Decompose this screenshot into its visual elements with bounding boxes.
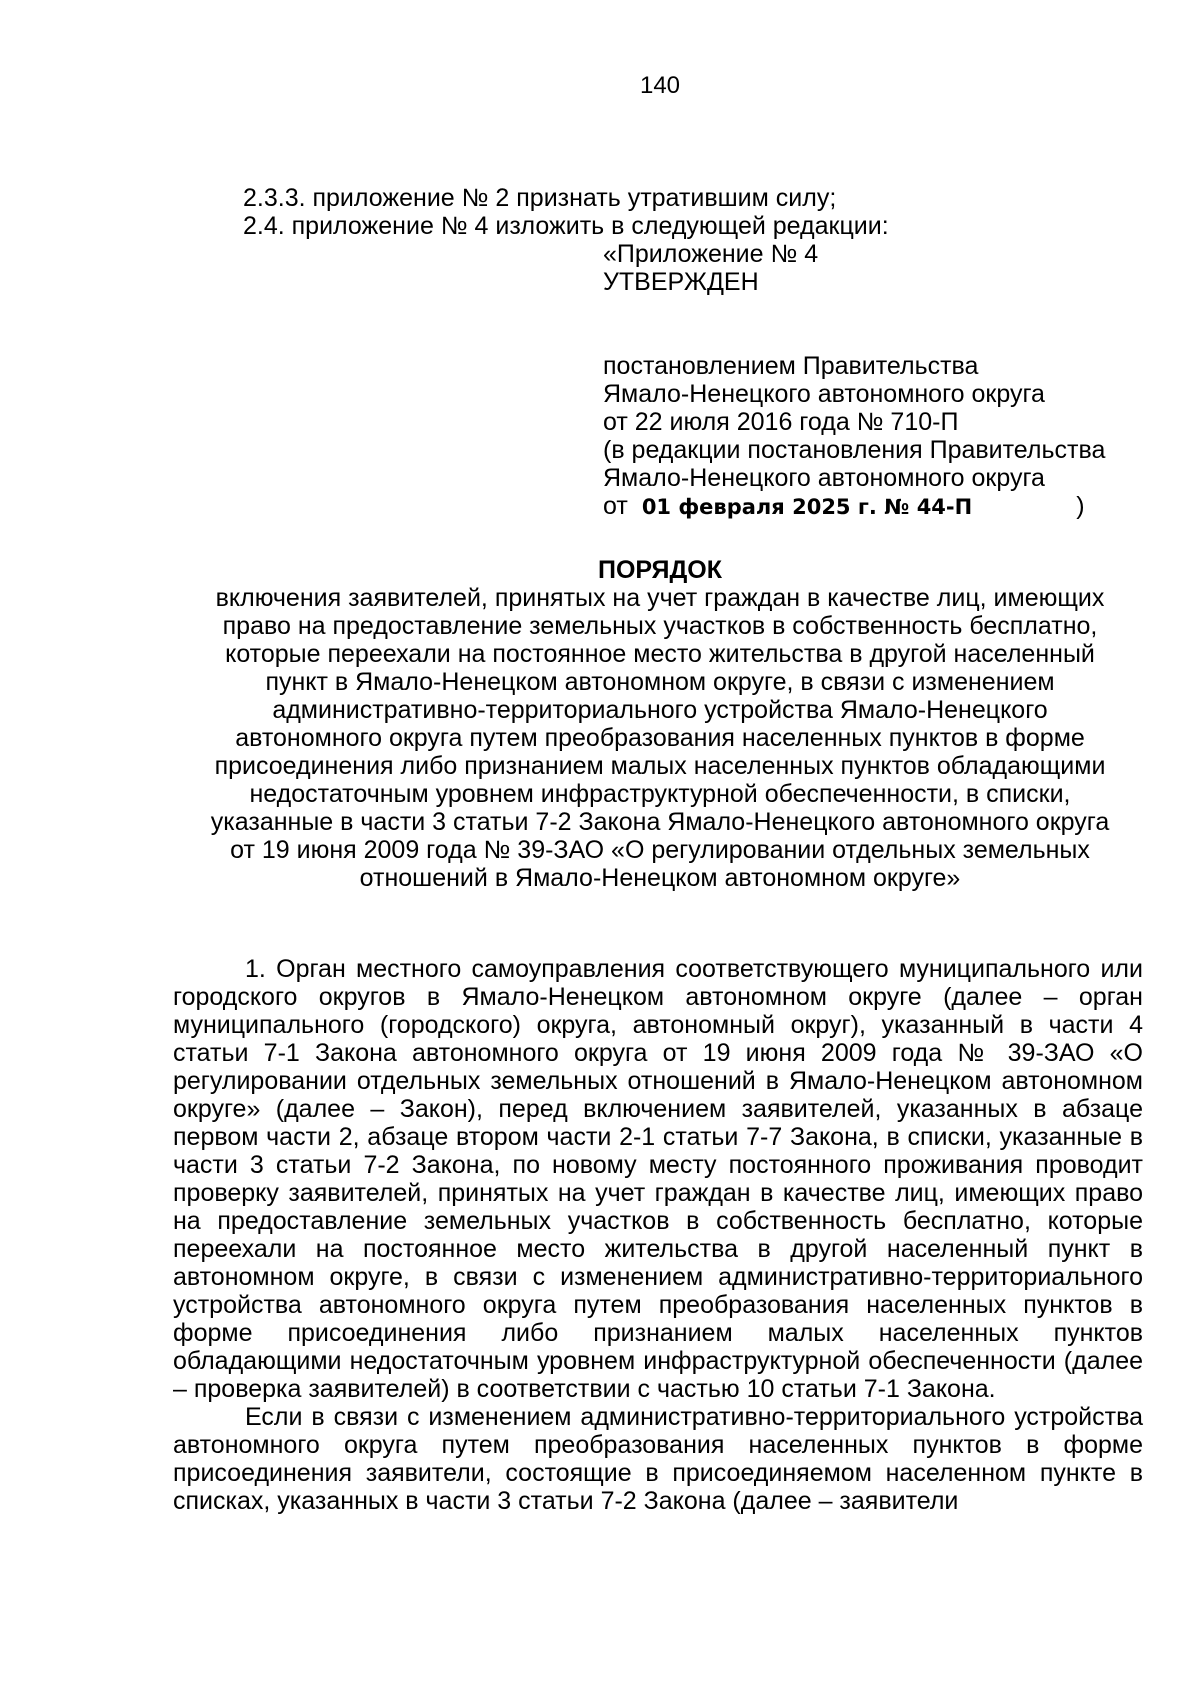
- amendment-item: 2.4. приложение № 4 изложить в следующей редакции:: [243, 212, 889, 240]
- stamp-line: от 22 июля 2016 года № 710-П: [603, 408, 959, 436]
- approval-stamp: [603, 240, 1163, 521]
- subtitle-line: пункт в Ямало-Ненецком автономном округе, в связи с изменением: [265, 668, 1055, 696]
- subtitle-line: право на предоставление земельных участков в собственность бесплатно,: [222, 612, 1098, 640]
- amendment-date: 01 февраля 2025 г. № 44-П: [641, 495, 973, 519]
- stamp-line: постановлением Правительства: [603, 352, 979, 380]
- amendment-item: 2.3.3. приложение № 2 признать утратившим силу;: [243, 184, 837, 212]
- amendment-date-line: [603, 492, 1163, 521]
- appendix-label: «Приложение № 4: [603, 240, 819, 268]
- stamp-line: Ямало-Ненецкого автономного округа: [603, 380, 1045, 408]
- subtitle-line: административно-территориального устройства Ямало-Ненецкого: [272, 696, 1048, 724]
- document-body: [173, 955, 1143, 1515]
- amendment-list: [243, 184, 1143, 240]
- stamp-line: Ямало-Ненецкого автономного округа: [603, 464, 1045, 492]
- document-subtitle: [180, 584, 1140, 892]
- subtitle-line: присоединения либо признанием малых населенных пунктов обладающими: [214, 752, 1106, 780]
- approved-label: УТВЕРЖДЕН: [603, 268, 759, 296]
- date-prefix: от: [603, 492, 628, 520]
- stamp-line: (в редакции постановления Правительства: [603, 436, 1106, 464]
- subtitle-line: включения заявителей, принятых на учет граждан в качестве лиц, имеющих: [215, 584, 1105, 612]
- subtitle-line: указанные в части 3 статьи 7-2 Закона Ямало-Ненецкого автономного округа: [210, 808, 1110, 836]
- subtitle-line: автономного округа путем преобразования населенных пунктов в форме: [235, 724, 1085, 752]
- date-suffix: ): [1076, 492, 1085, 520]
- subtitle-line: которые переехали на постоянное место жительства в другой населенный: [225, 640, 1095, 668]
- subtitle-line: отношений в Ямало-Ненецком автономном округе»: [359, 864, 961, 892]
- stamp-spacer: [603, 296, 1163, 352]
- page-number: 140: [639, 72, 681, 99]
- subtitle-line: от 19 июня 2009 года № 39-ЗАО «О регулировании отдельных земельных: [230, 836, 1090, 864]
- subtitle-line: недостаточным уровнем инфраструктурной обеспеченности, в списки,: [249, 780, 1071, 808]
- document-title: ПОРЯДОК: [598, 556, 722, 584]
- body-paragraph: Если в связи с изменением административно-территориального устройства автономного округа путем преобразования населенных пунктов в форме присоединения заявители, состоящие в присоединяемом населенном пункте в списках, указанных в части 3 статьи 7-2 Закона (далее – заявители: [173, 1403, 1143, 1515]
- body-paragraph: 1. Орган местного самоуправления соответствующего муниципального или городского округов в Ямало-Ненецком автономном округе (далее – орган муниципального (городского) округа, автономный округ), указанный в части 4 статьи 7-1 Закона автономного округа от 19 июня 2009 года № 39-ЗАО «О регулировании отдельных земельных отношений в Ямало-Ненецком автономном округе» (далее – Закон), перед включением заявителей, указанных в абзаце первом части 2, абзаце втором части 2-1 статьи 7-7 Закона, в списки, указанные в части 3 статьи 7-2 Закона, по новому месту постоянного проживания проводит проверку заявителей, принятых на учет граждан в качестве лиц, имеющих право на предоставление земельных участков в собственность бесплатно, которые переехали на постоянное место жительства в другой населенный пункт в автономном округе, в связи с изменением административно-территориального устройства автономного округа путем преобразования населенных пунктов в форме присоединения либо признанием малых населенных пунктов обладающими недостаточным уровнем инфраструктурной обеспеченности (далее – проверка заявителей) в соответствии с частью 10 статьи 7-1 Закона.: [173, 955, 1143, 1403]
